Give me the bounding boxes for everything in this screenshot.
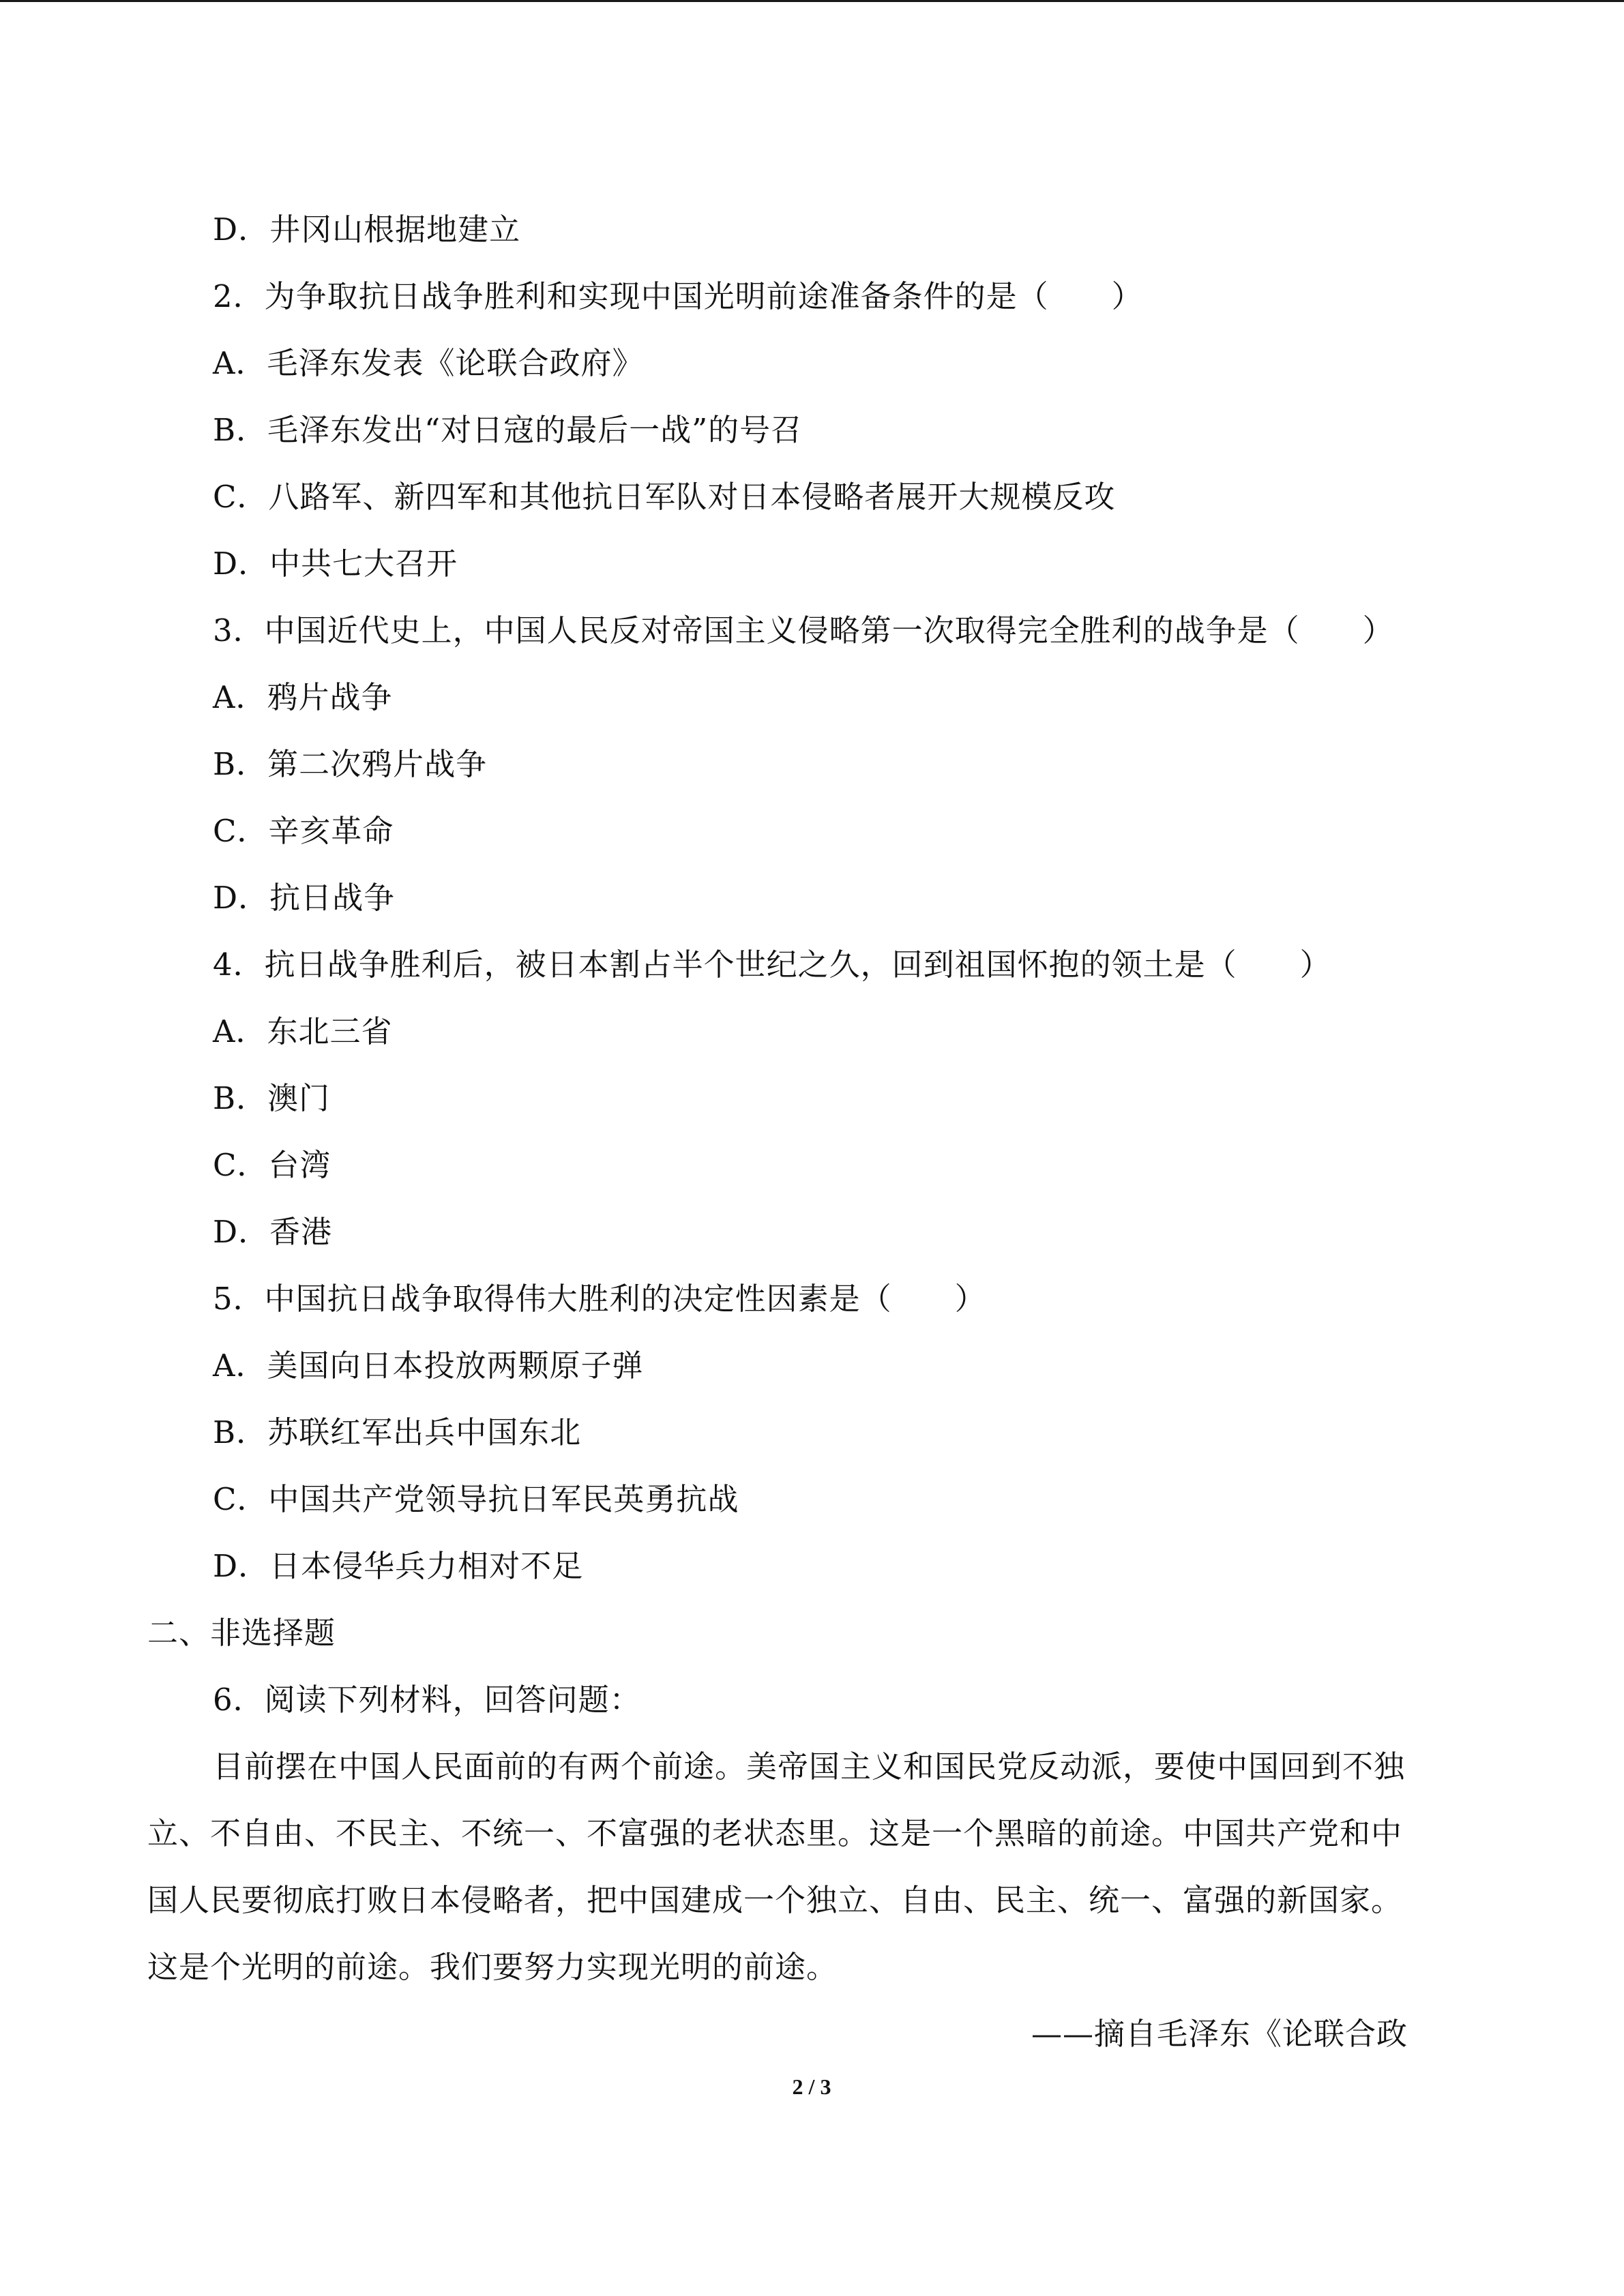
answer-option: D．香港 [213,1214,333,1250]
answer-option: C．八路军、新四军和其他抗日军队对日本侵略者展开大规模反攻 [213,479,1116,515]
answer-option: B．毛泽东发出“对日寇的最后一战”的号召 [213,412,803,448]
answer-option: B．第二次鸦片战争 [213,746,488,782]
question-stem: 3．中国近代史上，中国人民反对帝国主义侵略第一次取得完全胜利的战争是（ ） [213,612,1394,648]
answer-option: A．美国向日本投放两颗原子弹 [213,1347,644,1384]
top-border-rule [0,0,1624,2]
section-heading: 二、非选择题 [147,1615,336,1651]
material-paragraph-line: 立、不自由、不民主、不统一、不富强的老状态里。这是一个黑暗的前途。中国共产党和中 [147,1815,1403,1851]
material-paragraph-line: 国人民要彻底打败日本侵略者，把中国建成一个独立、自由、民主、统一、富强的新国家。 [147,1882,1403,1918]
answer-option: C．中国共产党领导抗日军民英勇抗战 [213,1481,739,1517]
page-number: 2 / 3 [792,2074,831,2099]
answer-option: A．毛泽东发表《论联合政府》 [213,345,644,381]
question-stem: 4．抗日战争胜利后，被日本割占半个世纪之久，回到祖国怀抱的领土是（ ） [213,946,1331,983]
material-paragraph-line: 这是个光明的前途。我们要努力实现光明的前途。 [147,1949,838,1985]
question-stem: 6．阅读下列材料，回答问题： [213,1682,641,1718]
answer-option: D．抗日战争 [213,880,396,916]
answer-option: C．台湾 [213,1147,331,1183]
answer-option: C．辛亥革命 [213,813,394,849]
answer-option: D．日本侵华兵力相对不足 [213,1548,584,1584]
question-stem: 2．为争取抗日战争胜利和实现中国光明前途准备条件的是（ ） [213,278,1143,314]
answer-option: B．澳门 [213,1080,331,1116]
answer-option: A．鸦片战争 [213,679,393,715]
answer-option: A．东北三省 [213,1013,393,1049]
question-stem: 5．中国抗日战争取得伟大胜利的决定性因素是（ ） [213,1281,986,1317]
answer-option: B．苏联红军出兵中国东北 [213,1414,582,1450]
material-source-citation: ——摘自毛泽东《论联合政 [1031,2016,1408,2052]
answer-option: D．井冈山根据地建立 [213,211,521,248]
answer-option: D．中共七大召开 [213,546,458,582]
material-paragraph-line: 目前摆在中国人民面前的有两个前途。美帝国主义和国民党反动派，要使中国回到不独 [213,1748,1406,1785]
